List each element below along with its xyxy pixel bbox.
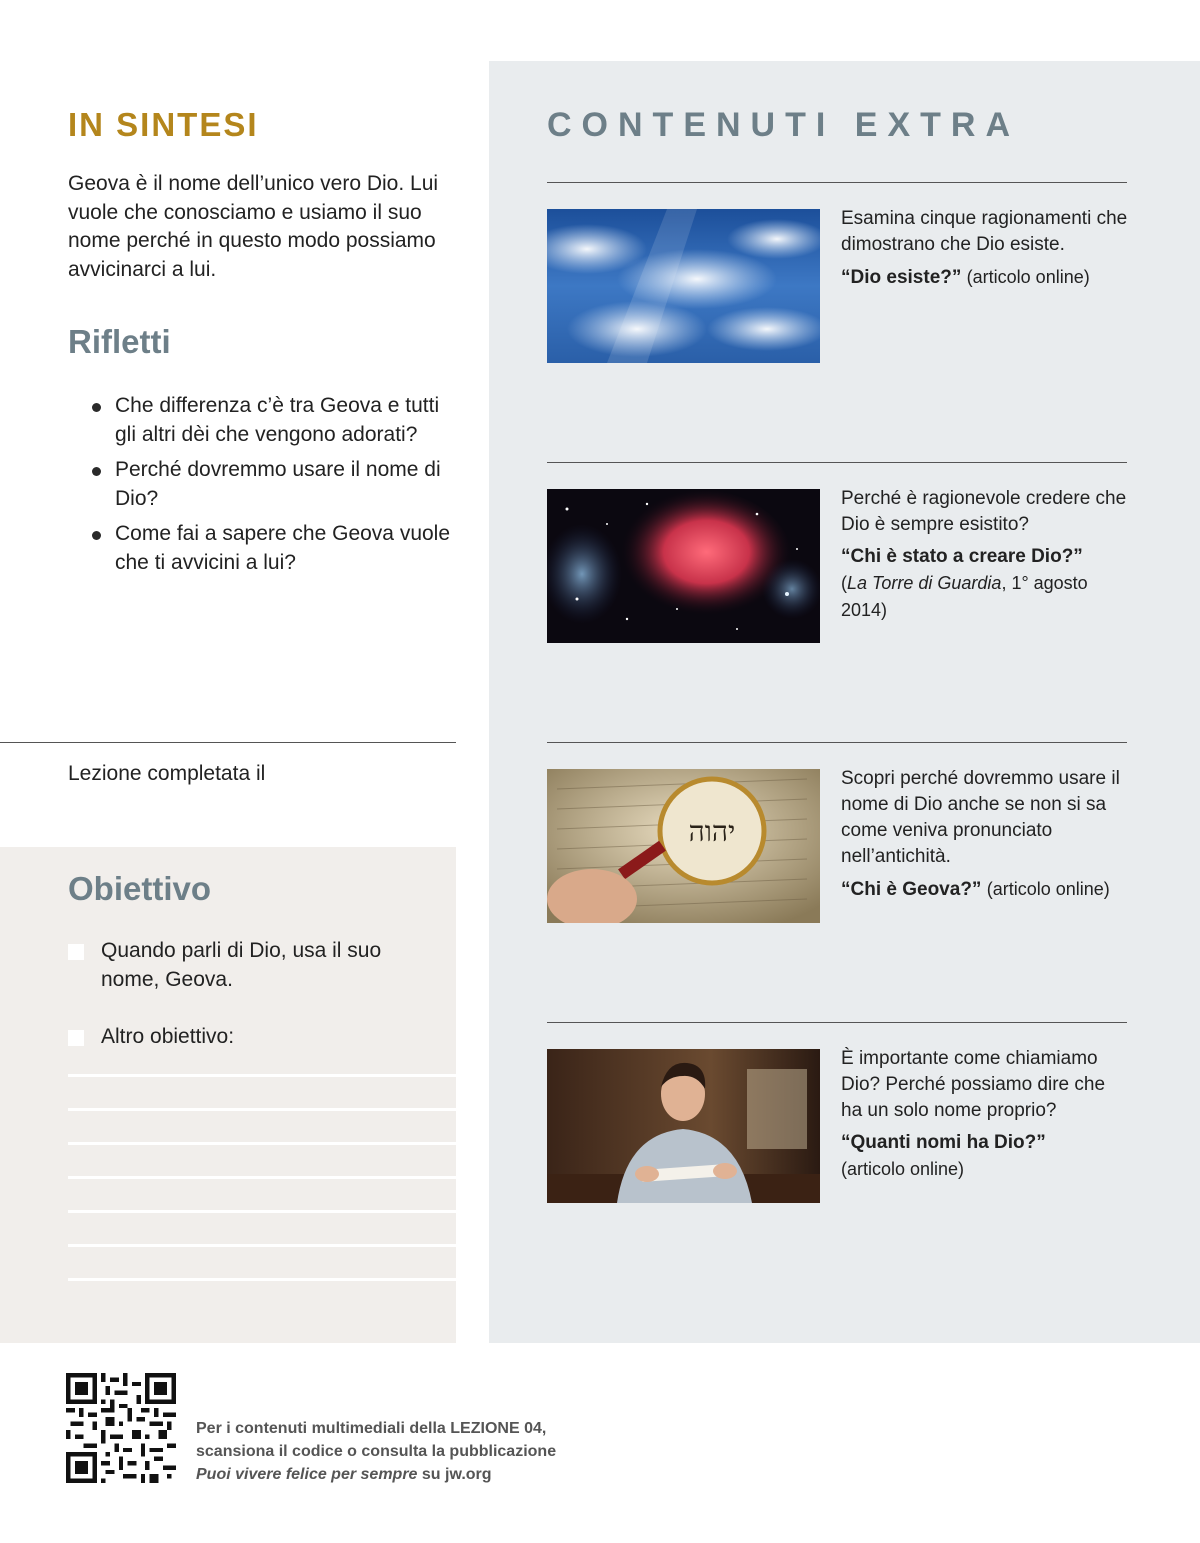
reference-note-open: (: [841, 573, 847, 593]
reference-title[interactable]: “Dio esiste?”: [841, 267, 962, 288]
question-text: Perché dovremmo usare il nome di Dio?: [115, 458, 441, 510]
list-item: [92, 392, 452, 449]
goal-panel: [0, 847, 456, 1343]
extra-item-reference[interactable]: [841, 876, 1131, 903]
extra-title: CONTENUTI EXTRA: [547, 106, 1020, 144]
extra-item-text: [841, 206, 1131, 291]
footer-line1-text: Per i contenuti multimediali della: [196, 1420, 451, 1437]
writing-line[interactable]: [68, 1210, 456, 1213]
checkbox[interactable]: [68, 1030, 84, 1046]
reference-note-publication: La Torre di Guardia: [847, 573, 1002, 593]
nebula-image[interactable]: [547, 489, 820, 643]
summary-text: Geova è il nome dell’unico vero Dio. Lui vuole che conosciamo e usiamo il suo nome perché in questo modo possiamo avvicinarci a lui.: [68, 172, 439, 281]
extra-item-text: [841, 486, 1131, 624]
reference-title[interactable]: “Quanti nomi ha Dio?”: [841, 1132, 1046, 1153]
reference-note: (articolo online): [841, 1159, 965, 1179]
divider: [0, 742, 456, 743]
bullet-icon: [92, 403, 101, 412]
reference-title[interactable]: “Chi è Geova?”: [841, 879, 982, 900]
divider: [547, 182, 1127, 183]
reference-note: (articolo online): [986, 879, 1110, 899]
divider: [547, 742, 1127, 743]
goal-item-other[interactable]: [68, 1023, 428, 1052]
bullet-icon: [92, 531, 101, 540]
question-text: Come fai a sapere che Geova vuole che ti avvicini a lui?: [115, 522, 451, 574]
extra-item-description: È importante come chiamiamo Dio? Perché possiamo dire che ha un solo nome proprio?: [841, 1048, 1106, 1121]
extra-item-description: Esamina cinque ragionamenti che dimostrano che Dio esiste.: [841, 208, 1128, 255]
footer-line2-text: scansiona il codice o consulta la pubblicazione: [196, 1443, 557, 1460]
extra-item-reference[interactable]: [841, 544, 1131, 624]
goal-title: Obiettivo: [68, 870, 212, 907]
goal-item-label: Quando parli di Dio, usa il suo nome, Geova.: [101, 939, 382, 991]
footer-line1-punct: ,: [541, 1420, 547, 1437]
reference-note-date: , 1° agosto 2014): [841, 573, 1088, 620]
writing-line[interactable]: [68, 1176, 456, 1179]
man-reading-image[interactable]: [547, 1049, 820, 1203]
extra-item-description: Scopri perché dovremmo usare il nome di Dio anche se non si sa come veniva pronunciato nell’antichità.: [841, 768, 1120, 867]
writing-line[interactable]: [68, 1074, 456, 1077]
extra-item-description: Perché è ragionevole credere che Dio è sempre esistito?: [841, 488, 1127, 535]
bullet-icon: [92, 467, 101, 476]
list-item: [92, 456, 452, 513]
divider: [547, 1022, 1127, 1023]
writing-line[interactable]: [68, 1142, 456, 1145]
question-text: Che differenza c’è tra Geova e tutti gli altri dèi che vengono adorati?: [115, 394, 440, 446]
extra-item-reference[interactable]: [841, 264, 1131, 291]
sky-clouds-image[interactable]: [547, 209, 820, 363]
summary-title: IN SINTESI: [68, 106, 259, 143]
qr-code-icon[interactable]: [66, 1373, 176, 1483]
goal-item[interactable]: [68, 937, 428, 994]
list-item: [92, 520, 452, 577]
reflect-title: Rifletti: [68, 323, 171, 360]
lesson-completed-label: Lezione completata il: [68, 762, 266, 785]
divider: [547, 462, 1127, 463]
reference-note: (articolo online): [966, 267, 1090, 287]
writing-line[interactable]: [68, 1278, 456, 1281]
footer-note: [196, 1417, 696, 1486]
checkbox[interactable]: [68, 944, 84, 960]
writing-line[interactable]: [68, 1108, 456, 1111]
writing-line[interactable]: [68, 1244, 456, 1247]
footer-site-text[interactable]: su jw.org: [417, 1466, 492, 1483]
extra-item-text: [841, 1046, 1131, 1183]
footer-publication-title: Puoi vivere felice per sempre: [196, 1466, 418, 1483]
goal-item-label: Altro obiettivo:: [101, 1025, 235, 1048]
reflect-questions-list: [92, 392, 452, 584]
extra-item-reference[interactable]: [841, 1130, 1131, 1183]
reference-title[interactable]: “Chi è stato a creare Dio?”: [841, 546, 1083, 567]
extra-item-text: [841, 766, 1131, 903]
footer-lesson-label: LEZIONE 04: [450, 1420, 542, 1437]
svg-text:יהוה: יהוה: [688, 815, 736, 848]
magnifying-glass-hebrew-image[interactable]: [547, 769, 820, 923]
